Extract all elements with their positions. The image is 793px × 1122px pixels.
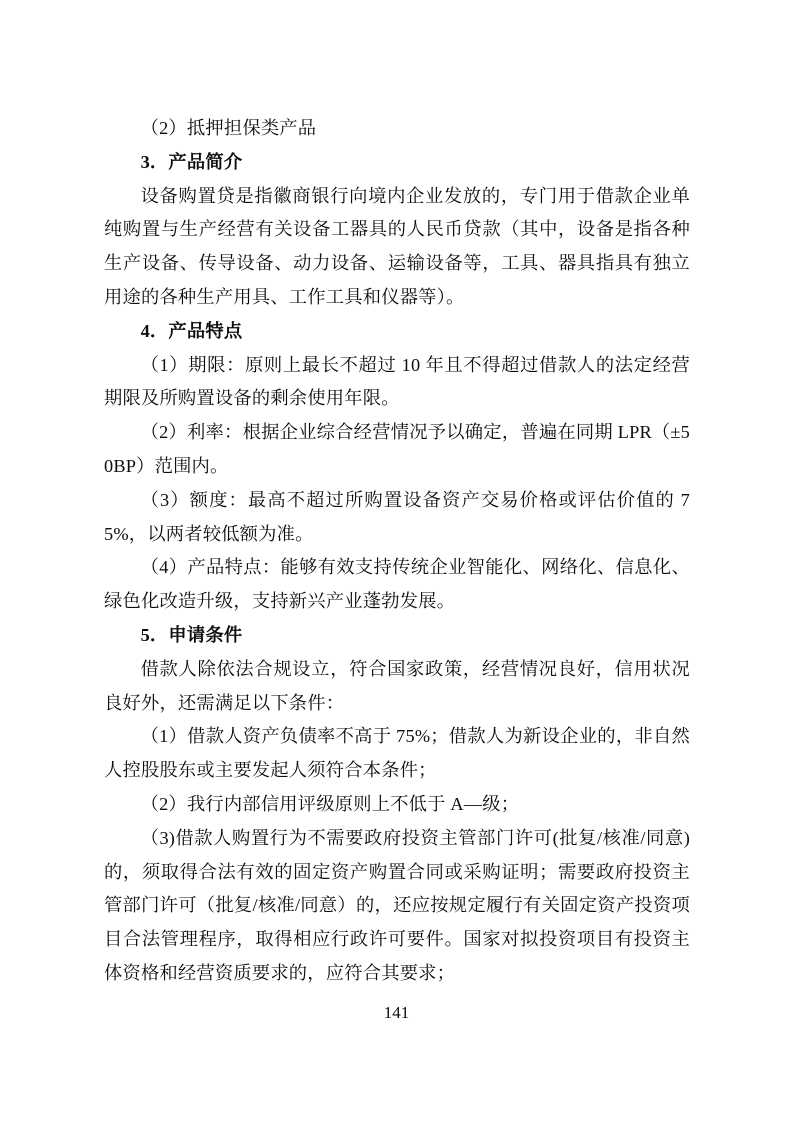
- page-number: 141: [383, 1003, 410, 1022]
- para-condition-3: （3)借款人购置行为不需要政府投资主管部门许可(批复/核准/同意)的，须取得合法有效的固定资产购置合同或采购证明；需要政府投资主管部门许可（批复/核准/同意）的，还应按规定履行有关固定资产投资项目合法管理程序，取得相应行政许可要件。国家对拟投资项目有投资主体资格和经营资质要求的，应符合其要求；: [104, 827, 690, 983]
- text-block: [104, 112, 690, 991]
- page-footer: [0, 1002, 793, 1024]
- para-feature-term: （1）期限：原则上最长不超过 10 年且不得超过借款人的法定经营期限及所购置设备的剩余使用年限。: [104, 354, 690, 409]
- para-feature-highlights: （4）产品特点：能够有效支持传统企业智能化、网络化、信息化、绿色化改造升级，支持新兴产业蓬勃发展。: [104, 557, 690, 612]
- para-collateral-product: （2）抵押担保类产品: [140, 118, 317, 138]
- para-condition-1: （1）借款人资产负债率不高于 75%；借款人为新设企业的，非自然人控股股东或主要发起人须符合本条件；: [104, 726, 690, 781]
- para-condition-2: （2）我行内部信用评级原则上不低于 A—级；: [140, 793, 520, 814]
- section-heading-product-intro: 3．产品简介: [140, 151, 243, 172]
- section-heading-product-features: 4．产品特点: [140, 320, 243, 341]
- para-conditions-intro: 借款人除依法合规设立，符合国家政策，经营情况良好，信用状况良好外，还需满足以下条件：: [104, 658, 690, 713]
- para-product-description: 设备购置贷是指徽商银行向境内企业发放的，专门用于借款企业单纯购置与生产经营有关设备工器具的人民币贷款（其中，设备是指各种生产设备、传导设备、动力设备、运输设备等，工具、器具指具有独立用途的各种生产用具、工作工具和仪器等）。: [104, 185, 690, 307]
- para-feature-quota: （3）额度：最高不超过所购置设备资产交易价格或评估价值的 75%，以两者较低额为准。: [104, 489, 690, 544]
- para-feature-rate: （2）利率：根据企业综合经营情况予以确定，普遍在同期 LPR（±50BP）范围内。: [104, 422, 690, 476]
- section-heading-application-conditions: 5．申请条件: [140, 624, 243, 645]
